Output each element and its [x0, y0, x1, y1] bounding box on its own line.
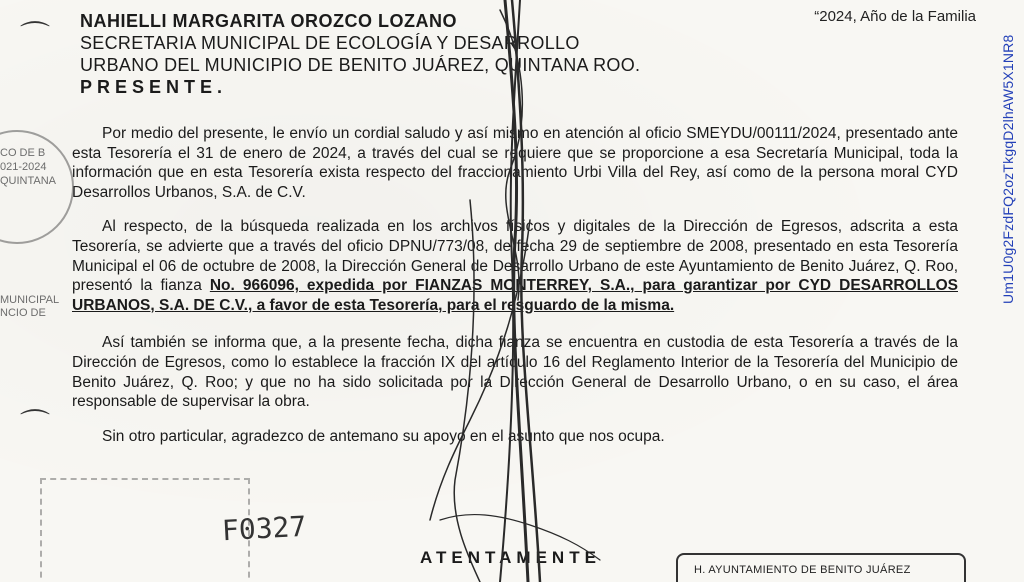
- recipient-name: NAHIELLI MARGARITA OROZCO LOZANO: [80, 11, 457, 31]
- seal-text-line: MUNICIPAL: [0, 294, 60, 306]
- recipient-title-line-1: SECRETARIA MUNICIPAL DE ECOLOGÍA Y DESARROLLO: [80, 33, 580, 53]
- year-motto: “2024, Año de la Familia: [814, 8, 976, 25]
- seal-text-line: CO DE B: [0, 147, 46, 159]
- punch-mark-top: ⌒: [20, 21, 50, 54]
- seal-text-line: 021-2024: [0, 161, 47, 173]
- seal-text-line: NCIO DE: [0, 307, 46, 319]
- bond-details: No. 966096, expedida por FIANZAS MONTERREY, S.A., para garantizar por CYD DESARROLLOS URBANOS, S.A. DE C.V., a favor de esta Tesorería, para el resguardo de la misma.: [72, 277, 958, 314]
- recipient-title-line-2: URBANO DEL MUNICIPIO DE BENITO JUÁREZ, QUINTANA ROO.: [80, 55, 641, 75]
- stamp-ayuntamiento: H. AYUNTAMIENTO DE BENITO JUÁREZ: [676, 553, 966, 582]
- paragraph-search-text: Al respecto, de la búsqueda realizada en los archivos físicos y digitales de la Dirección de Egresos, adscrita a esta Tesorería, se advierte que a través del oficio DPNU/773/08, de fecha 29 de septiembre de 2008, presentado en esta Tesorería Municipal el 06 de octubre de 2008, la Dirección General de Desarrollo Urbano de este Ayuntamiento de Benito Juárez, Q. Roo, presentó la fianza: [72, 218, 958, 295]
- punch-mark-bottom: ⌒: [20, 409, 50, 442]
- paragraph-intro: Por medio del presente, le envío un cordial saludo y así mismo en atención al oficio SMEYDU/00111/2024, presentado ante esta Tesorería el 31 de enero de 2024, a través del cual se requiere que se proporcione a esa Secretaría Municipal, toda la información que en esta Tesorería exista respecto del fraccionamiento Urbi Villa del Rey, así como de la persona moral CYD Desarrollos Urbanos, S.A. de C.V.: [72, 125, 958, 201]
- handwritten-folio: F0327: [221, 509, 308, 548]
- closing-atentamente: ATENTAMENTE: [420, 548, 601, 567]
- presente-heading: PRESENTE.: [80, 77, 228, 97]
- paragraph-custody: Así también se informa que, a la presente fecha, dicha fianza se encuentra en custodia de esta Tesorería a través de la Dirección de Egresos, como lo establece la fracción IX del artículo 16 del Reglamento Interior de la Tesorería del Municipio de Benito Juárez, Q. Roo; y que no ha sido solicitada por la Dirección General de Desarrollo Urbano, o en su caso, el área responsable de supervisar la obra.: [72, 334, 958, 411]
- vertical-document-code: Um1U0g2FzdFQ2ozTkgqD2lhAW5X1NR8: [1000, 34, 1016, 304]
- paragraph-farewell: Sin otro particular, agradezco de antemano su apoyo en el asunto que nos ocupa.: [102, 427, 665, 445]
- seal-text-line: QUINTANA: [0, 175, 57, 187]
